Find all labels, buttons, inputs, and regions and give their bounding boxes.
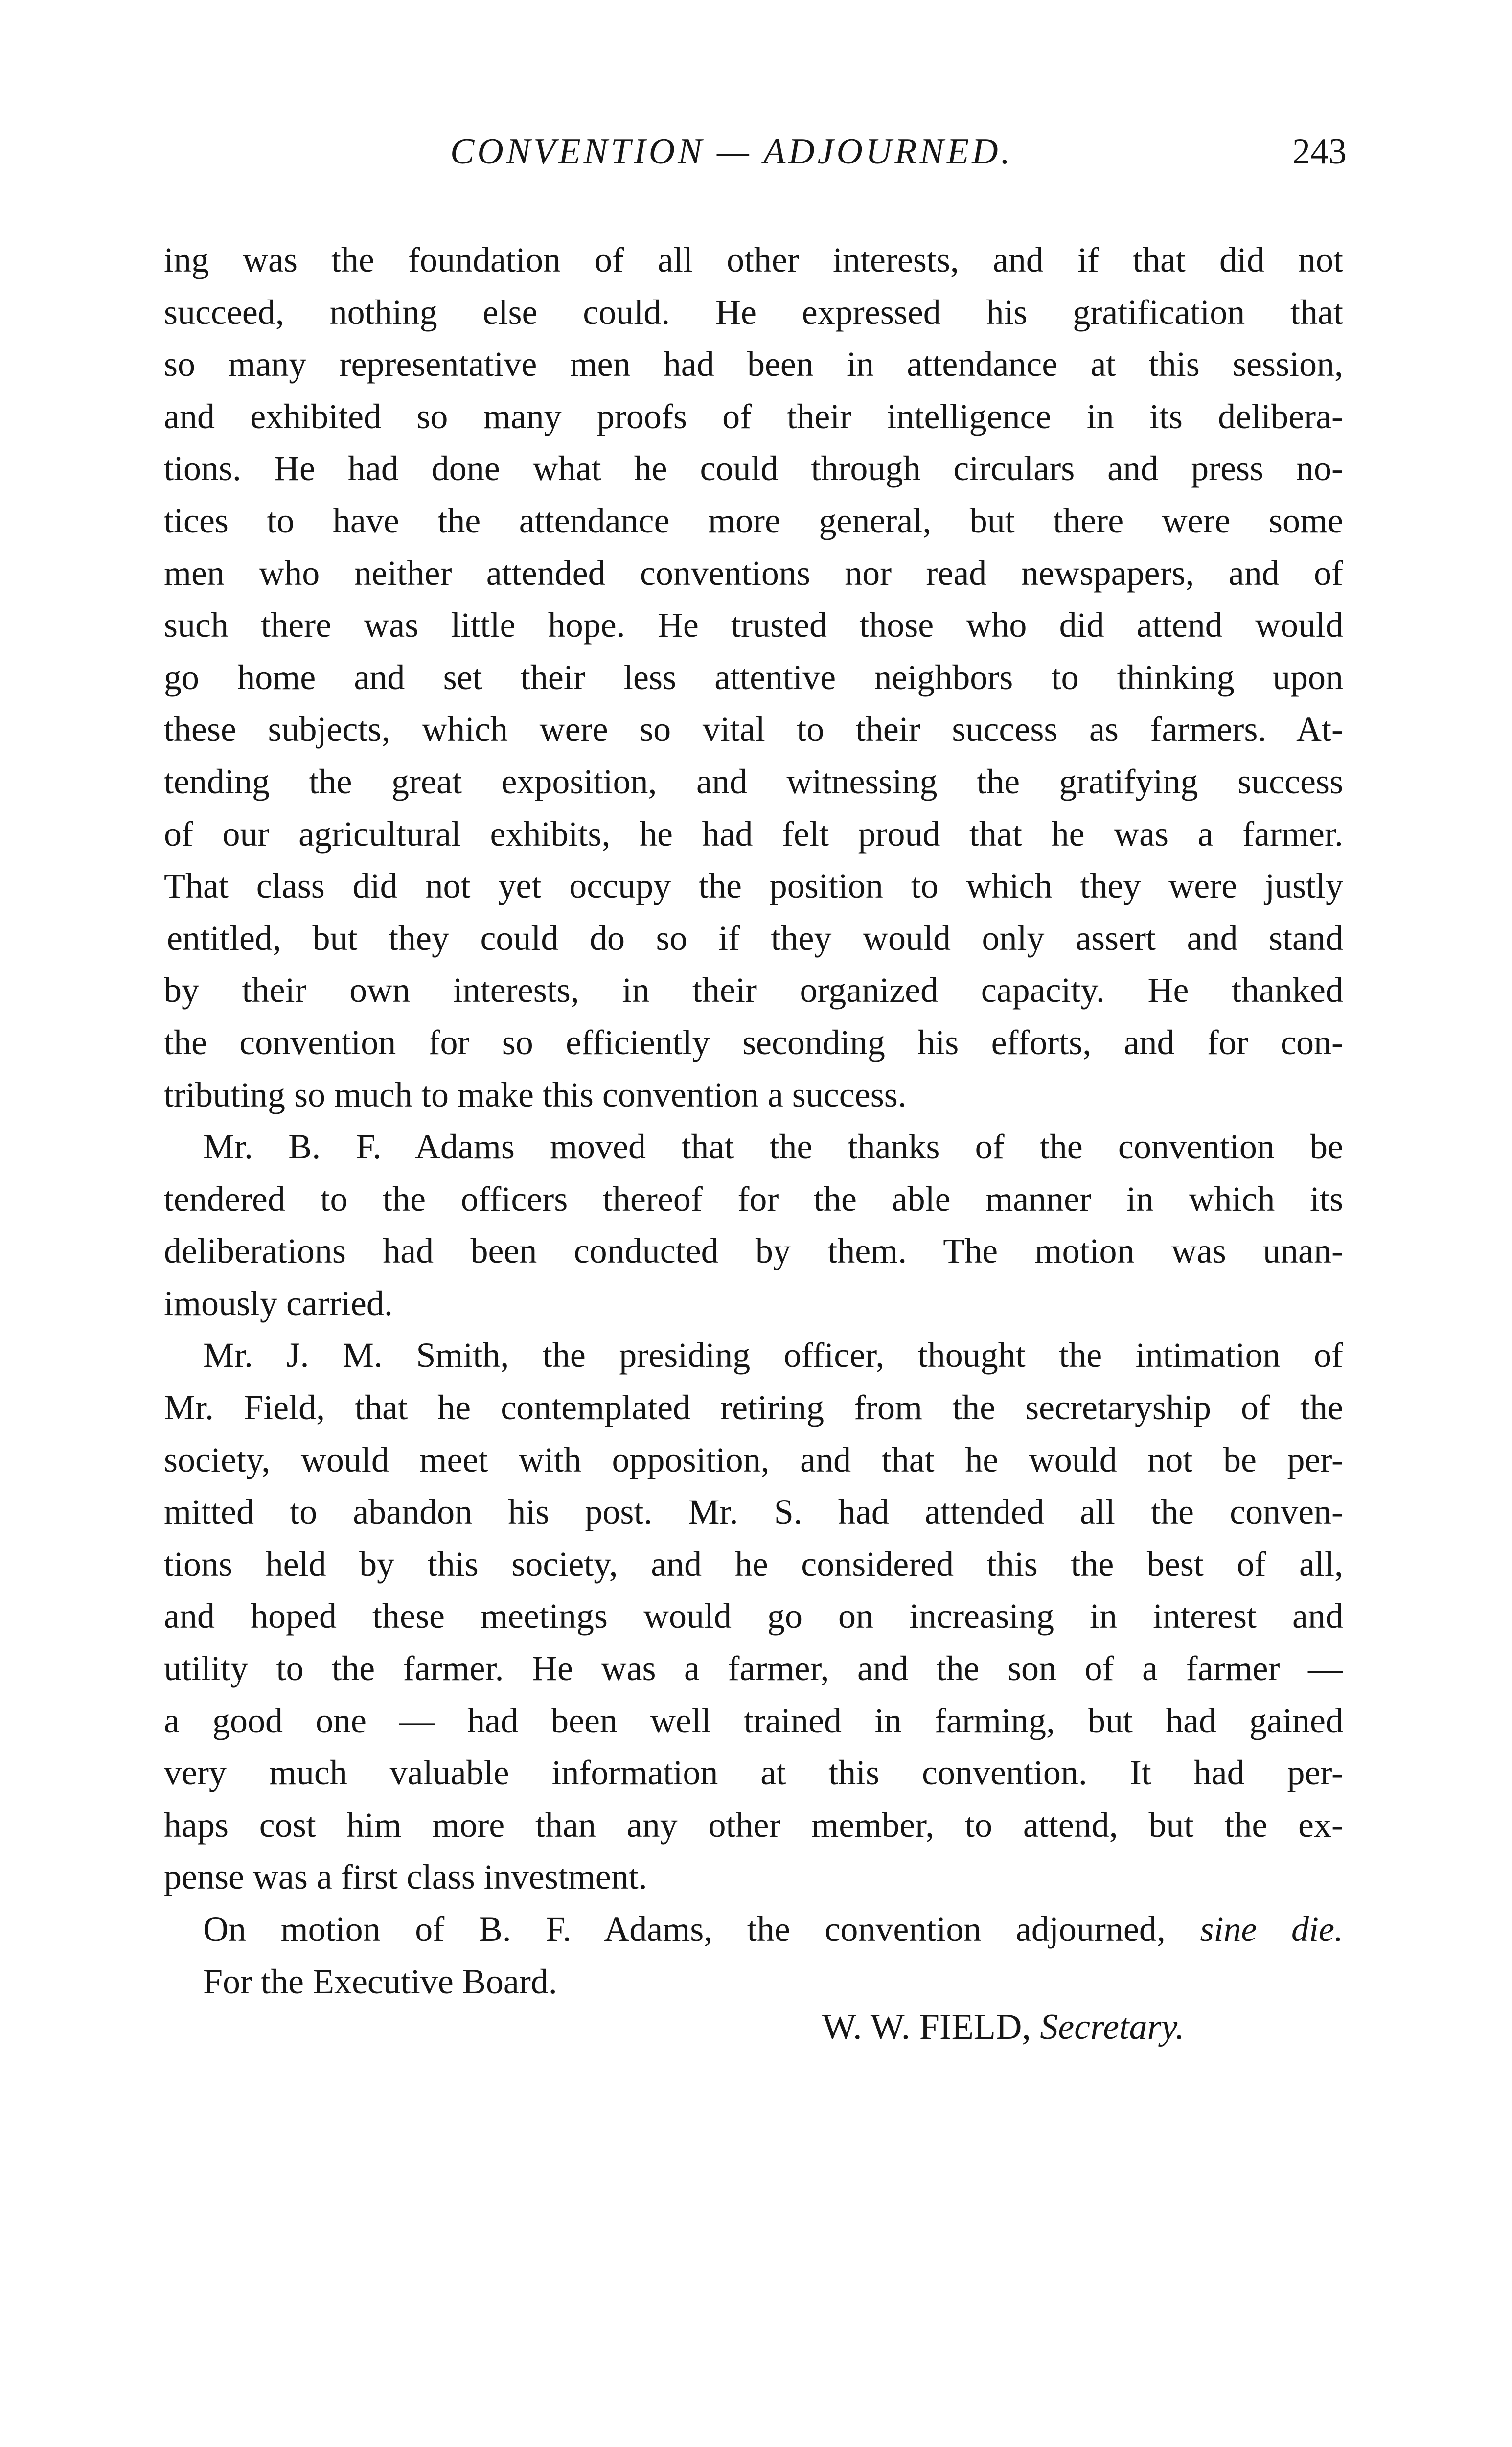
signature-name: W. W. FIELD, <box>822 2007 1031 2047</box>
text-line: these subjects, which were so vital to their success as farmers. At- <box>164 710 1343 749</box>
body-text <box>164 234 1343 2008</box>
text-line: ing was the foundation of all other interests, and if that did not <box>164 240 1343 279</box>
text-line: deliberations had been conducted by them. The motion was unan- <box>164 1231 1343 1271</box>
text-line: by their own interests, in their organized capacity. He thanked <box>164 970 1343 1010</box>
text-line: tices to have the attendance more general, but there were some <box>164 501 1343 540</box>
text-line: tributing so much to make this convention a success. <box>164 1075 907 1114</box>
text-line: Mr. Field, that he contemplated retiring from the secretaryship of the <box>164 1388 1343 1428</box>
executive-board-line: For the Executive Board. <box>203 1962 557 2001</box>
page-number: 243 <box>1292 132 1347 172</box>
text-line: of our agricultural exhibits, he had felt proud that he was a farmer. <box>164 814 1343 854</box>
paragraph-3 <box>164 1329 1343 1903</box>
paragraph-1 <box>164 234 1343 1121</box>
text-line: society, would meet with opposition, and that he would not be per- <box>164 1440 1343 1479</box>
text-line: Mr. B. F. Adams moved that the thanks of the convention be <box>203 1127 1343 1167</box>
text-line: and exhibited so many proofs of their intelligence in its delibera- <box>164 396 1343 436</box>
text-line: That class did not yet occupy the position to which they were justly <box>164 866 1343 906</box>
signature-title: Secretary. <box>1040 2007 1185 2047</box>
text-line: very much valuable information at this convention. It had per- <box>164 1753 1343 1793</box>
text-line: and hoped these meetings would go on increasing in interest and <box>164 1596 1343 1636</box>
text-line: entitled, but they could do so if they would only assert and stand <box>167 918 1343 958</box>
paragraph-2 <box>164 1121 1343 1329</box>
text-line: tendered to the officers thereof for the able manner in which its <box>164 1179 1343 1219</box>
sine-die-text: sine die. <box>1200 1910 1343 1949</box>
text-line: mitted to abandon his post. Mr. S. had attended all the conven- <box>164 1492 1343 1532</box>
text-line: haps cost him more than any other member, to attend, but the ex- <box>164 1805 1343 1845</box>
text-line: go home and set their less attentive neighbors to thinking upon <box>164 657 1343 697</box>
text-line: Mr. J. M. Smith, the presiding officer, thought the intimation of <box>203 1336 1343 1375</box>
text-line: tions held by this society, and he considered this the best of all, <box>164 1544 1343 1584</box>
text-line <box>164 1903 1343 1956</box>
text-line: so many representative men had been in attendance at this session, <box>164 345 1343 384</box>
text-line: pense was a first class investment. <box>164 1857 647 1897</box>
text-line: a good one — had been well trained in farming, but had gained <box>164 1701 1343 1740</box>
text-line: utility to the farmer. He was a farmer, and the son of a farmer — <box>164 1649 1343 1688</box>
text-line: the convention for so efficiently seconding his efforts, and for con- <box>164 1022 1343 1062</box>
adjournment-text: On motion of B. F. Adams, the convention adjourned, <box>203 1910 1166 1949</box>
text-line: such there was little hope. He trusted those who did attend would <box>164 605 1343 645</box>
signature <box>822 2007 1185 2048</box>
adjournment-paragraph <box>164 1903 1343 2008</box>
running-title: CONVENTION — ADJOURNED. <box>450 132 1013 172</box>
text-line: succeed, nothing else could. He expressed his gratification that <box>164 292 1343 332</box>
text-line: tending the great exposition, and witnessing the gratifying success <box>164 762 1343 801</box>
running-header <box>0 131 1512 185</box>
text-line: imously carried. <box>164 1283 393 1323</box>
text-line: men who neither attended conventions nor read newspapers, and of <box>164 553 1343 593</box>
text-line: tions. He had done what he could through circulars and press no- <box>164 449 1343 488</box>
